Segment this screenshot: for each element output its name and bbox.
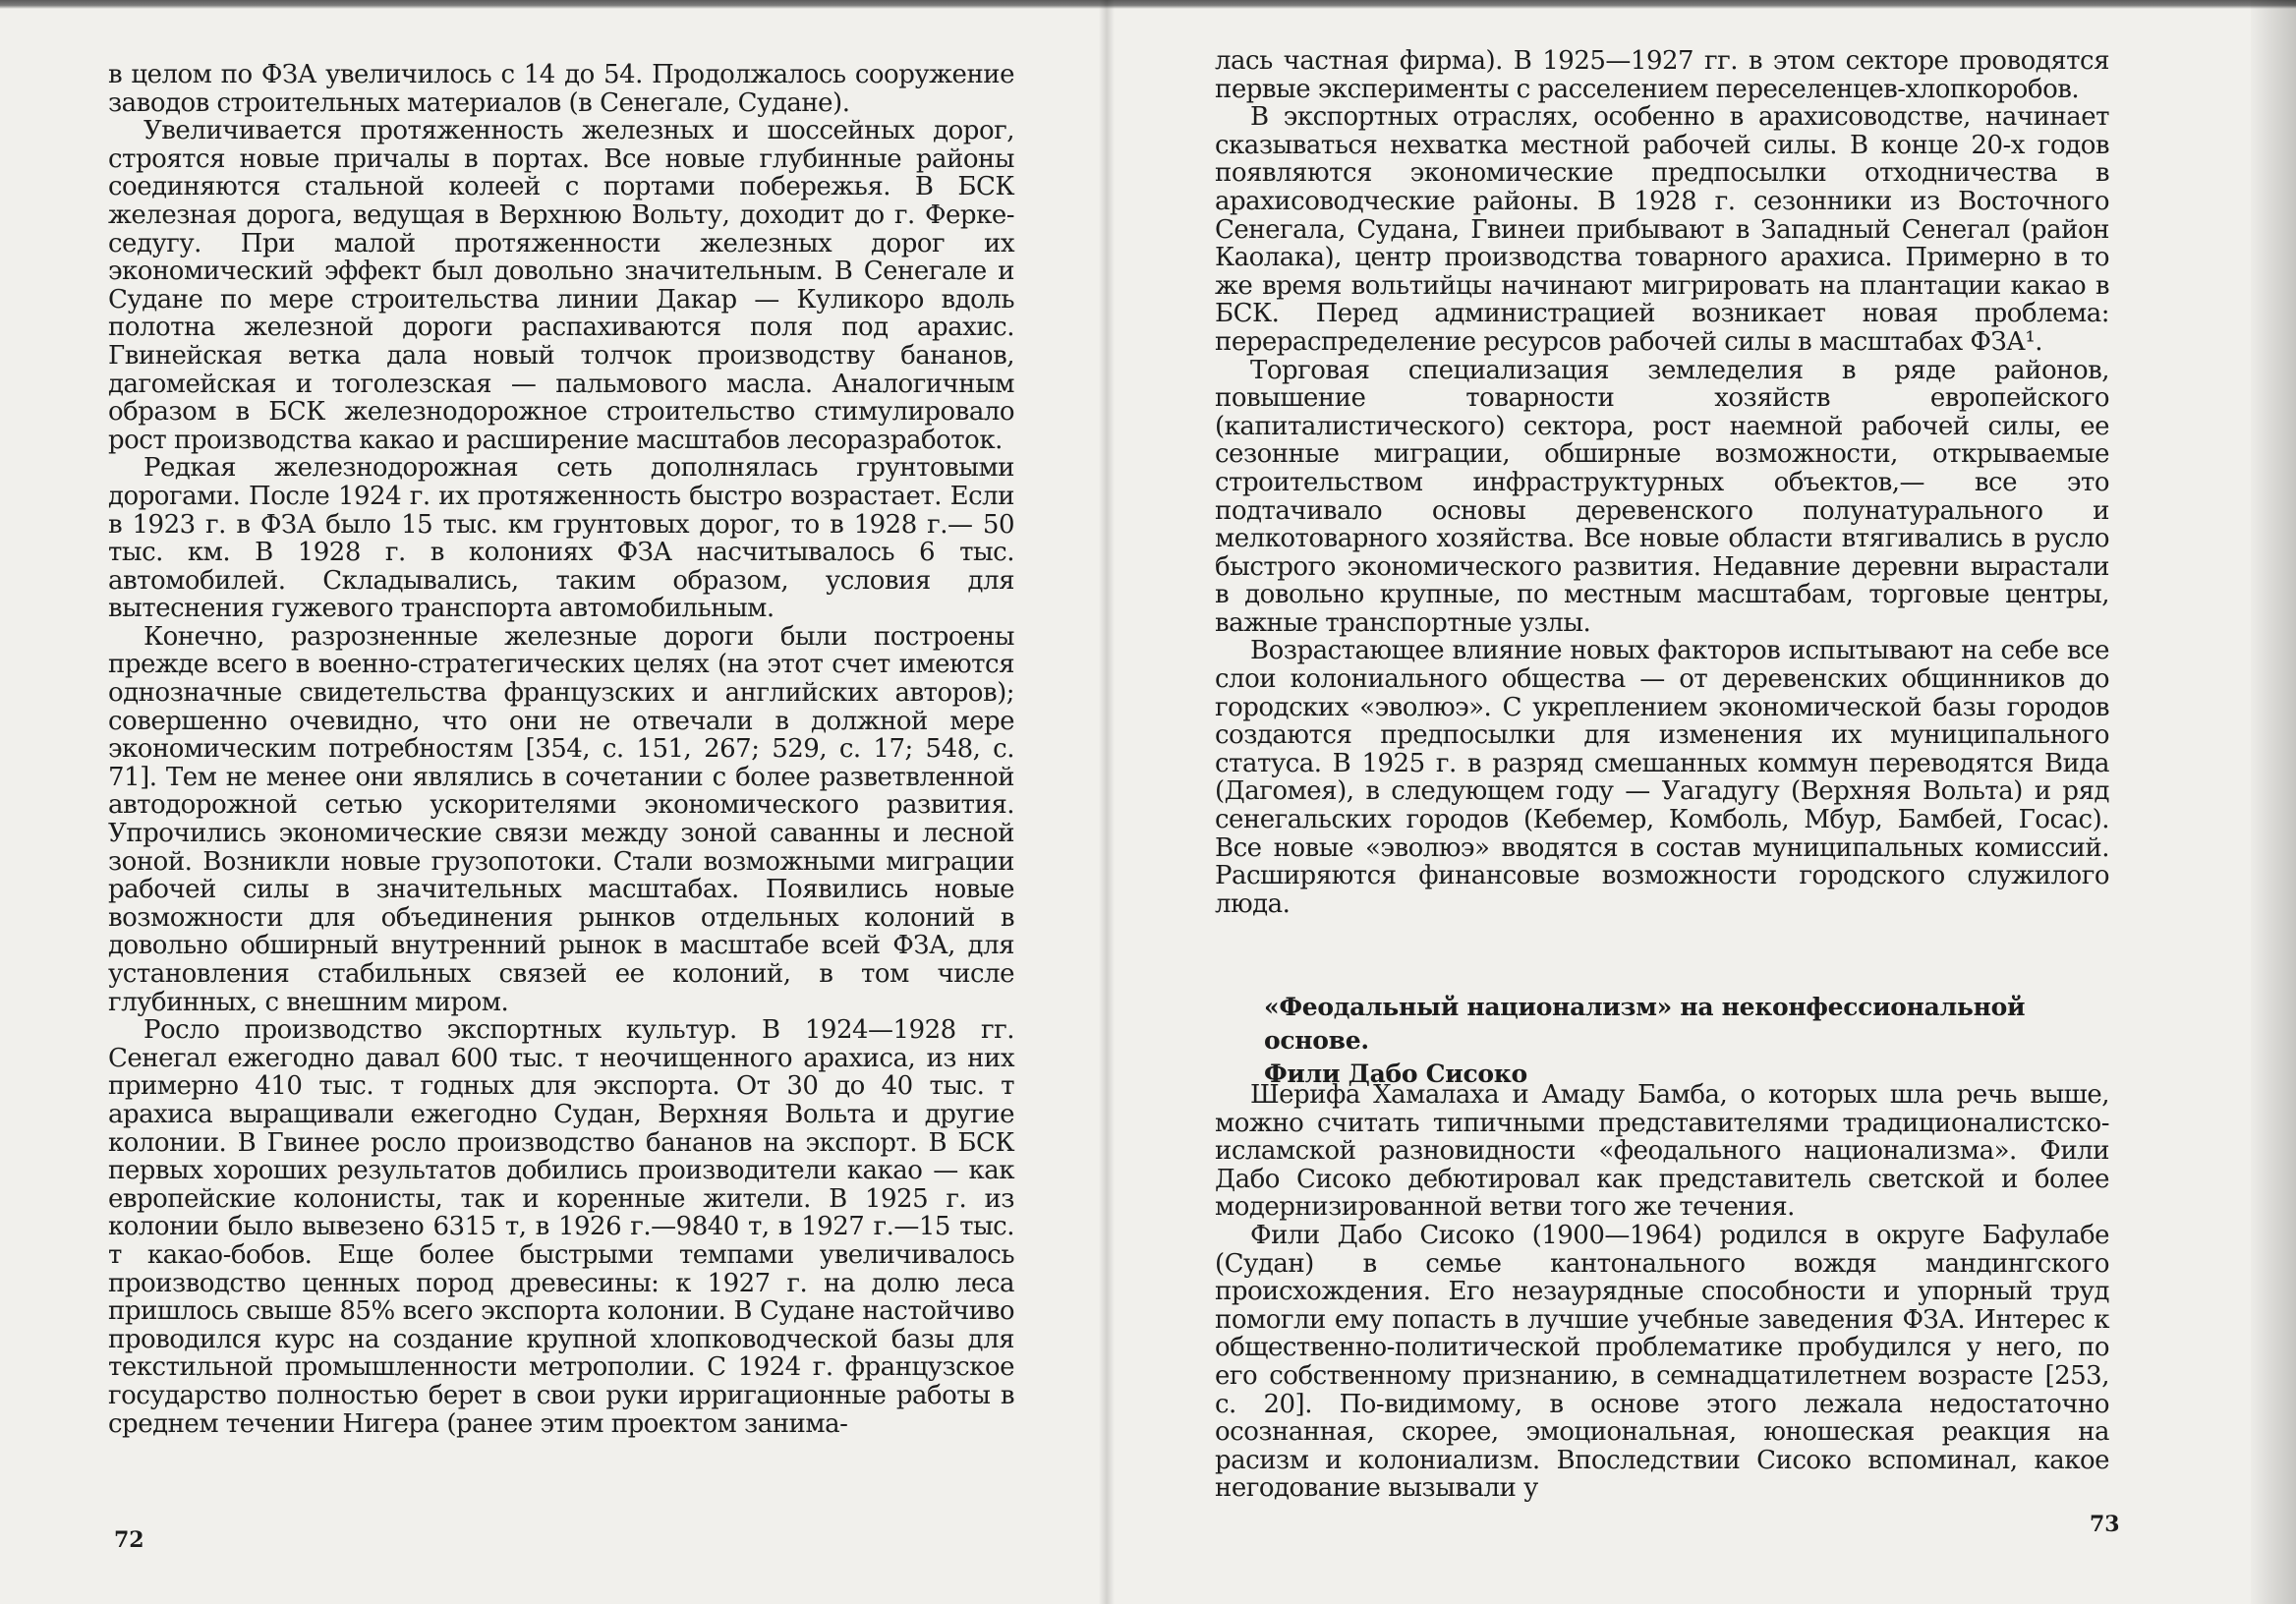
- paragraph: Росло производство экспортных культур. В 1924—1928 гг. Сенегал ежегодно давал 600 тыс. т неочищенного арахиса, из них примерно 410 тыс. т годных для экспорта. От 30 до 40 тыс. т арахиса выращивали ежегодно Судан, Верхняя Вольта и другие колонии. В Гвинее росло производство бананов на экспорт. В БСК первых хороших результатов добились производители какао — как европейские колонисты, так и коренные жители. В 1925 г. из колонии было вывезено 6315 т, в 1926 г.—9840 т, в 1927 г.—15 тыс. т какао-бобов. Еще более быстрыми темпами увеличивалось производство ценных пород древесины: к 1927 г. на долю леса пришлось свыше 85% всего экспорта колонии. В Судане настойчиво проводился курс на создание крупной хлопководческой базы для текстильной промышленности метрополии. С 1924 г. французское государство полностью берет в свои руки ирригационные работы в среднем течении Нигера (ранее этим проектом занима-: [108, 1015, 1014, 1439]
- paragraph: лась частная фирма). В 1925—1927 гг. в этом секторе проводятся первые эксперименты с расселением переселенцев-хлопкоробов.: [1215, 46, 2109, 104]
- paragraph: В экспортных отраслях, особенно в арахисоводстве, начинает сказываться нехватка местной рабочей силы. В конце 20-х годов появляются экономические предпосылки отходничества в арахисоводческие районы. В 1928 г. сезонники из Восточного Сенегала, Судана, Гвинеи прибывают в Западный Сенегал (район Каолака), центр производства товарного арахиса. Примерно в то же время вольтийцы начинают мигрировать на плантации какао в БСК. Перед администрацией возникает новая проблема: перераспределение ресурсов рабочей силы в масштабах ФЗА¹.: [1215, 102, 2109, 357]
- scan-right-edge: [2251, 0, 2296, 1604]
- paragraph: Шерифа Хамалаха и Амаду Бамба, о которых шла речь выше, можно считать типичными представителями традиционалистско-исламской разновидности «феодального национализма». Фили Дабо Сисоко дебютировал как представитель светской и более модернизированной ветви того же течения.: [1215, 1080, 2109, 1223]
- page-number: 73: [2090, 1512, 2120, 1537]
- section-heading: [1215, 991, 2109, 1091]
- paragraph: Редкая железнодорожная сеть дополнялась грунтовыми дорогами. После 1924 г. их протяженность быстро возрастает. Если в 1923 г. в ФЗА было 15 тыс. км грунтовых дорог, то в 1928 г.— 50 тыс. км. В 1928 г. в колониях ФЗА насчитывалось 6 тыс. автомобилей. Складывались, таким образом, условия для вытеснения гужевого транспорта автомобильным.: [108, 453, 1014, 624]
- paragraph: Торговая специализация земледелия в ряде районов, повышение товарности хозяйств европейского (капиталистического) сектора, рост наемной рабочей силы, ее сезонные миграции, обширные возможности, открываемые строительством инфраструктурных объектов,— все это подтачивало основы деревенского полунатурального и мелкотоварного хозяйства. Все новые области втягивались в русло быстрого экономического развития. Недавние деревни вырастали в довольно крупные, по местным масштабам, торговые центры, важные транспортные узлы.: [1215, 355, 2109, 638]
- paragraph: в целом по ФЗА увеличилось с 14 до 54. Продолжалось сооружение заводов строительных материалов (в Сенегале, Судане).: [108, 60, 1014, 118]
- paragraph: Фили Дабо Сисоко (1900—1964) родился в округе Бафулабе (Судан) в семье кантонального вождя мандингского происхождения. Его незаурядные способности и упорный труд помогли ему попасть в лучшие учебные заведения ФЗА. Интерес к общественно-политической проблематике пробудился у него, по его собственному признанию, в семнадцатилетнем возрасте [253, с. 20]. По-видимому, в основе этого лежала недостаточно осознанная, скорее, эмоциональная, юношеская реакция на расизм и колониализм. Впоследствии Сисоко вспоминал, какое негодование вызывали у: [1215, 1220, 2109, 1504]
- section-heading-line-2: Фили Дабо Сисоко: [1264, 1060, 1527, 1088]
- section-heading-line-1: «Феодальный национализм» на неконфессиональной основе.: [1264, 993, 2026, 1055]
- section-text: [1215, 1081, 2109, 1503]
- scan-top-edge: [0, 0, 2296, 9]
- left-page-text: [108, 61, 1014, 1438]
- book-gutter: [1099, 0, 1115, 1604]
- paragraph: Возрастающее влияние новых факторов испытывают на себе все слои колониального общества — от деревенских общинников до городских «эволюэ». С укреплением экономической базы городов создаются предпосылки для изменения их муниципального статуса. В 1925 г. в разряд смешанных коммун переводятся Вида (Дагомея), в следующем году — Уагадугу (Верхняя Вольта) и ряд сенегальских городов (Кебемер, Комболь, Мбур, Бамбей, Госас). Все новые «эволюэ» вводятся в состав муниципальных комиссий. Расширяются финансовые возможности городского служилого люда.: [1215, 636, 2109, 919]
- right-page-text: [1215, 47, 2109, 918]
- page-number: 72: [114, 1527, 144, 1553]
- paragraph: Конечно, разрозненные железные дороги были построены прежде всего в военно-стратегических целях (на этот счет имеются однозначные свидетельства французских и английских авторов); совершенно очевидно, что они не отвечали в должной мере экономическим потребностям [354, с. 151, 267; 529, с. 17; 548, с. 71]. Тем не менее они являлись в сочетании с более разветвленной автодорожной сетью ускорителями экономического развития. Упрочились экономические связи между зоной саванны и лесной зоной. Возникли новые грузопотоки. Стали возможными миграции рабочей силы в значительных масштабах. Появились новые возможности для объединения рынков отдельных колоний в довольно обширный внутренний рынок в масштабе всей ФЗА, для установления стабильных связей ее колоний, в том числе глубинных, с внешним миром.: [108, 621, 1014, 1017]
- paragraph: Увеличивается протяженность железных и шоссейных дорог, строятся новые причалы в портах. Все новые глубинные районы соединяются стальной колеей с портами побережья. В БСК железная дорога, ведущая в Верхнюю Вольту, доходит до г. Ферке-седугу. При малой протяженности железных дорог их экономический эффект был довольно значительным. В Сенегале и Судане по мере строительства линии Дакар — Куликоро вдоль полотна железной дороги распахиваются поля под арахис. Гвинейская ветка дала новый толчок производству бананов, дагомейская и тоголезская — пальмового масла. Аналогичным образом в БСК железнодорожное строительство стимулировало рост производства какао и расширение масштабов лесоразработок.: [108, 116, 1014, 455]
